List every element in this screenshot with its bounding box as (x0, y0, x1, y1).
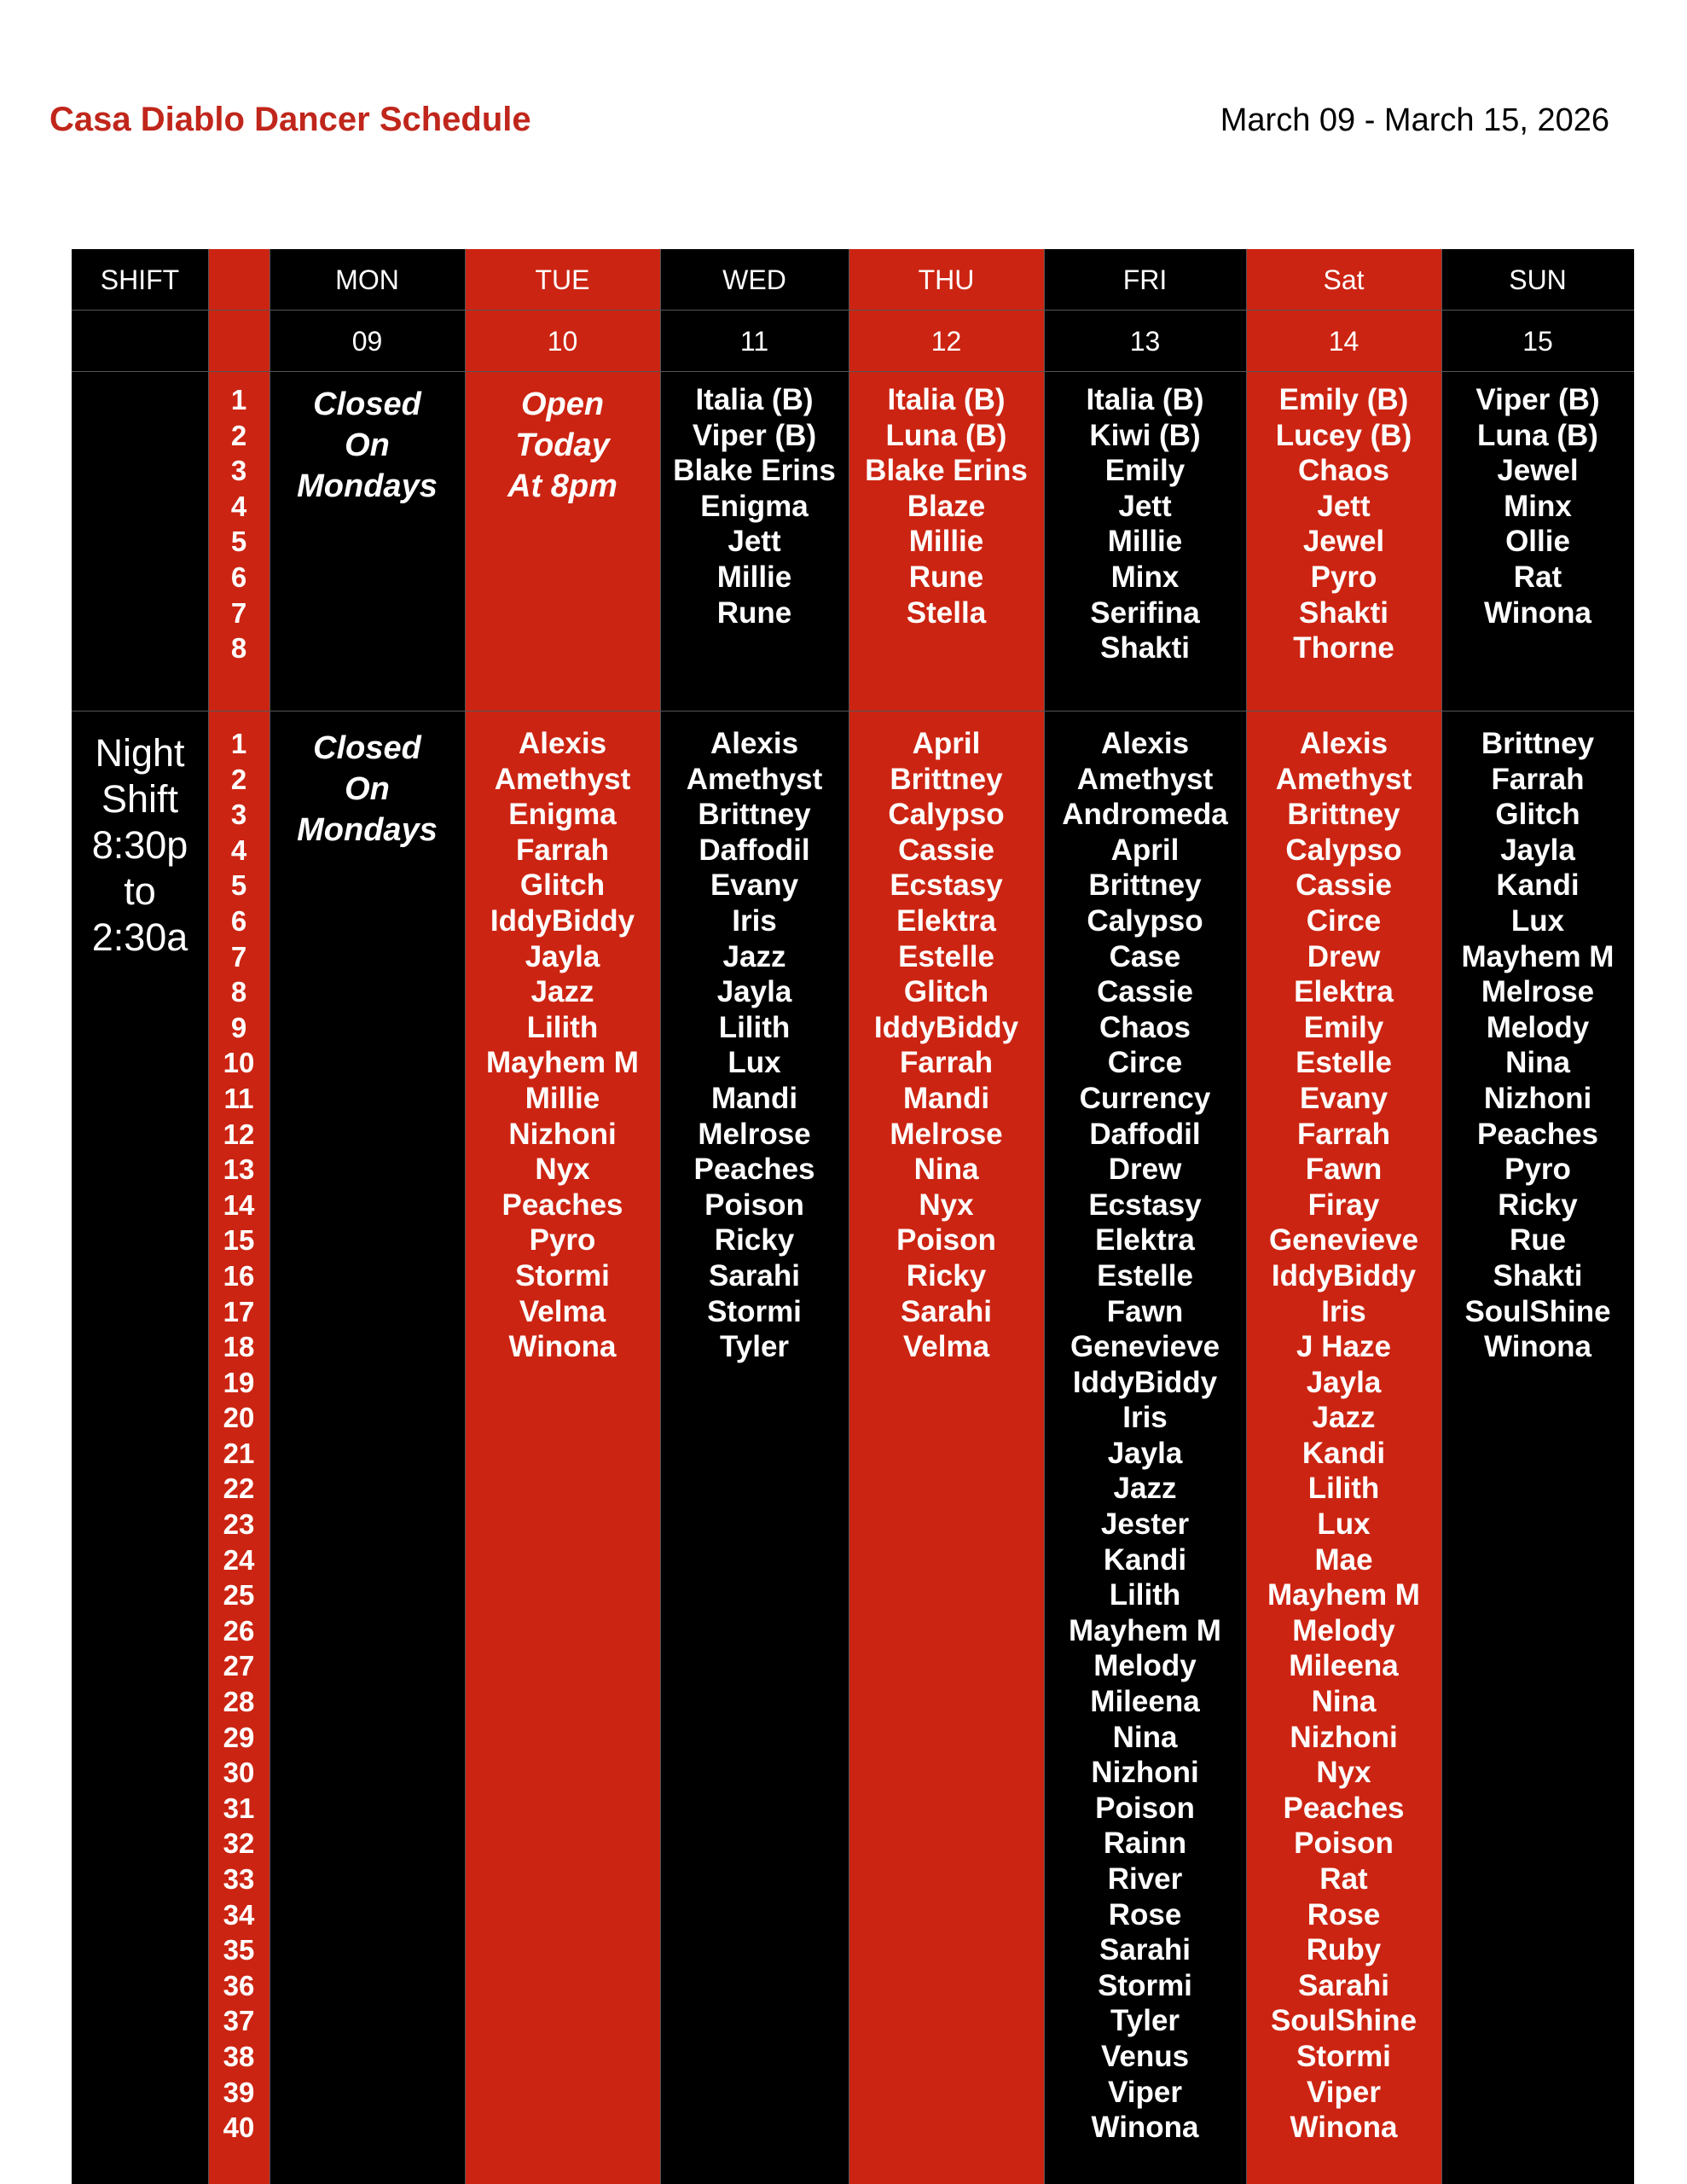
night-shift-fri-list-item: Tyler (1110, 2004, 1180, 2038)
night-shift-fri-list-item: Rainn (1103, 1827, 1187, 1861)
night-shift-wed-list-item: Amethyst (686, 762, 823, 796)
night-shift-tue-list-item: Pyro (529, 1223, 596, 1258)
night-shift-fri-list-item: Jayla (1107, 1436, 1183, 1470)
night-shift-sat-list-item: Brittney (1287, 798, 1400, 832)
night-shift-wed-list-item: Stormi (707, 1294, 802, 1328)
night-shift-sat-list-item: Ruby (1306, 1933, 1382, 1967)
day-shift-mon-note-item: On (345, 427, 390, 463)
page-title: Casa Diablo Dancer Schedule (49, 101, 531, 138)
night-shift-slot-numbers-item: 21 (223, 1437, 255, 1469)
day-shift-slot-numbers-item: 7 (230, 596, 247, 629)
night-shift-thu-list-item: Mandi (902, 1081, 990, 1115)
night-shift-sat-list-item: Elektra (1294, 975, 1394, 1009)
day-shift-sat-list-item: Jett (1317, 489, 1371, 523)
night-shift-wed-list-item: Brittney (698, 798, 811, 832)
night-shift-tue-list-item: IddyBiddy (490, 903, 635, 938)
day-shift-sun-list-item: Jewel (1497, 454, 1579, 488)
night-shift-wed-list-item: Daffodil (699, 833, 810, 867)
night-shift-slot-numbers-item: 7 (230, 940, 247, 973)
night-shift-sun-list-item: Melody (1486, 1010, 1590, 1044)
day-shift-thu-list-item: Blaze (907, 489, 986, 523)
day-shift-fri-list-item: Emily (1104, 454, 1186, 488)
night-shift-slot-numbers-item: 15 (223, 1224, 255, 1257)
day-date-tue: 10 (547, 326, 578, 357)
night-shift-thu-list-item: Cassie (898, 833, 994, 867)
night-shift-sat-list-item: Alexis (1299, 727, 1388, 760)
day-shift-sat-list-item: Emily (B) (1278, 383, 1409, 416)
night-shift-mon-note-item: Mondays (297, 812, 438, 848)
night-shift-fri-list-item: Lilith (1109, 1578, 1181, 1612)
night-shift-tue-list-item: Nyx (535, 1153, 590, 1187)
night-shift-sat-list-item: Iris (1321, 1294, 1366, 1328)
night-shift-fri-list-item: Jester (1100, 1507, 1190, 1542)
night-shift-fri-list-item: Poison (1095, 1791, 1195, 1825)
day-shift-wed-list (660, 382, 849, 630)
night-shift-sat-list-item: Nina (1311, 1685, 1377, 1719)
night-shift-fri-list-item: Melody (1093, 1649, 1197, 1683)
shift-column (72, 249, 208, 2184)
night-shift-slot-numbers-item: 16 (223, 1259, 255, 1292)
night-shift-wed-list (660, 726, 849, 1365)
schedule-table (72, 249, 1634, 2184)
night-shift-sat-list-item: Nyx (1316, 1756, 1371, 1790)
night-shift-sun-list-item: Shakti (1493, 1258, 1583, 1292)
night-shift-sun-list-item: Rue (1509, 1223, 1567, 1258)
day-shift-thu-list (849, 382, 1044, 630)
night-shift-fri-list-item: Kandi (1103, 1542, 1187, 1577)
night-shift-fri-list-item: Elektra (1095, 1223, 1195, 1258)
night-shift-slot-numbers-item: 8 (230, 976, 247, 1008)
night-shift-fri-list-item: Brittney (1088, 868, 1202, 903)
day-name-sun: SUN (1509, 264, 1567, 295)
night-shift-wed-list-item: Alexis (710, 727, 799, 760)
night-shift-sat-list-item: Drew (1307, 939, 1381, 973)
day-shift-fri-list-item: Minx (1110, 560, 1180, 594)
night-shift-slot-numbers-item: 32 (223, 1827, 255, 1860)
night-shift-label-item: Shift (101, 777, 179, 821)
night-shift-fri-list-item: Jazz (1113, 1472, 1177, 1506)
day-shift-wed-list-item: Viper (B) (692, 418, 817, 452)
night-shift-sat-list-item: Mileena (1289, 1649, 1399, 1683)
night-shift-fri-list-item: Daffodil (1089, 1117, 1201, 1151)
night-shift-sun-list-item: SoulShine (1464, 1294, 1611, 1328)
night-shift-tue-list-item: Jazz (530, 975, 594, 1009)
night-shift-sun-list-item: Mayhem M (1461, 939, 1615, 973)
night-shift-thu-list-item: Farrah (900, 1046, 993, 1080)
night-shift-fri-list-item: Drew (1108, 1153, 1182, 1187)
day-shift-slot-numbers-item: 3 (230, 455, 247, 487)
night-shift-wed-list-item: Mandi (710, 1081, 798, 1115)
night-shift-sat-list-item: Mayhem M (1267, 1578, 1420, 1612)
night-shift-sat-list-item: Farrah (1297, 1117, 1390, 1151)
day-shift-wed-list-item: Blake Erins (673, 454, 836, 488)
night-shift-tue-list-item: Peaches (501, 1188, 623, 1222)
night-shift-fri-list-item: Fawn (1106, 1294, 1184, 1328)
night-shift-fri-list-item: River (1107, 1862, 1183, 1896)
night-shift-tue-list-item: Nizhoni (508, 1117, 617, 1151)
night-shift-thu-list-item: Velma (902, 1330, 990, 1364)
night-shift-sat-list-item: J Haze (1296, 1330, 1391, 1364)
night-shift-thu-list-item: IddyBiddy (873, 1010, 1019, 1044)
night-shift-sun-list-item: Nina (1505, 1046, 1570, 1080)
night-shift-sat-list-item: Genevieve (1268, 1223, 1419, 1258)
night-shift-sat-list-item: Winona (1290, 2111, 1398, 2145)
night-shift-wed-list-item: Peaches (693, 1153, 815, 1187)
day-shift-fri-list-item: Millie (1107, 525, 1183, 559)
night-shift-fri-list-item: Chaos (1099, 1010, 1191, 1044)
night-shift-tue-list-item: Stormi (515, 1258, 610, 1292)
night-shift-wed-list-item: Sarahi (709, 1258, 800, 1292)
night-shift-fri-list-item: Case (1109, 939, 1181, 973)
night-shift-thu-list-item: Nyx (919, 1188, 974, 1222)
night-shift-sat-list-item: Viper (1307, 2075, 1381, 2109)
day-shift-sun-list-item: Ollie (1505, 525, 1570, 559)
night-shift-sat-list-item: Jazz (1312, 1401, 1376, 1435)
day-name-mon: MON (335, 264, 399, 295)
day-shift-slot-numbers (208, 382, 270, 666)
night-shift-wed-list-item: Evany (710, 868, 799, 903)
day-shift-thu-list-item: Rune (908, 560, 984, 594)
night-shift-sat-list-item: Calypso (1285, 833, 1402, 867)
night-shift-thu-list-item: Estelle (898, 939, 994, 973)
day-shift-tue-note-item: At 8pm (507, 468, 617, 504)
day-name-sat: Sat (1323, 264, 1365, 295)
night-shift-slot-numbers-item: 36 (223, 1969, 255, 2001)
night-shift-slot-numbers-item: 6 (230, 904, 247, 937)
night-shift-thu-list-item: Elektra (896, 903, 996, 938)
night-shift-slot-numbers-item: 27 (223, 1650, 255, 1682)
night-shift-slot-numbers-item: 12 (223, 1118, 255, 1150)
day-shift-mon-note (270, 384, 465, 507)
day-name-wed: WED (722, 264, 786, 295)
night-shift-fri-list-item: Cassie (1097, 975, 1193, 1009)
night-shift-slot-numbers-item: 4 (230, 834, 247, 866)
day-shift-fri-list-item: Jett (1118, 489, 1172, 523)
day-shift-slot-numbers-item: 1 (230, 384, 247, 415)
night-shift-sat-list-item: Rat (1319, 1862, 1368, 1896)
night-shift-sat-list-item: Estelle (1296, 1046, 1392, 1080)
night-shift-thu-list-item: Melrose (890, 1117, 1003, 1151)
day-shift-wed-list-item: Enigma (700, 489, 809, 523)
night-shift-sun-list-item: Glitch (1495, 798, 1580, 832)
night-shift-sat-list-item: Poison (1294, 1827, 1394, 1861)
day-shift-thu-list-item: Italia (B) (887, 383, 1006, 416)
night-shift-slot-numbers-item: 19 (223, 1366, 255, 1398)
night-shift-wed-list-item: Ricky (714, 1223, 795, 1258)
day-shift-thu-list-item: Blake Erins (865, 454, 1028, 488)
night-shift-fri-list-item: Alexis (1100, 727, 1190, 760)
day-shift-slot-numbers-item: 2 (230, 419, 247, 451)
night-shift-slot-numbers-item: 10 (223, 1047, 255, 1079)
night-shift-thu-list-item: Sarahi (901, 1294, 992, 1328)
day-shift-sun-list (1441, 382, 1634, 630)
night-shift-slot-numbers-item: 37 (223, 2005, 255, 2037)
night-shift-tue-list-item: Farrah (516, 833, 609, 867)
night-shift-fri-list-item: Andromeda (1062, 798, 1228, 832)
night-shift-thu-list-item: Nina (913, 1153, 979, 1187)
night-shift-slot-numbers-item: 35 (223, 1934, 255, 1966)
day-shift-wed-list-item: Italia (B) (695, 383, 814, 416)
day-shift-sat-list-item: Shakti (1298, 595, 1389, 630)
night-shift-mon-note-item: Closed (313, 730, 421, 766)
night-shift-slot-numbers-item: 11 (223, 1082, 254, 1114)
day-shift-sat-list (1246, 382, 1441, 666)
night-shift-wed-list-item: Poison (704, 1188, 804, 1222)
shift-header: SHIFT (100, 264, 180, 295)
night-shift-sat-list-item: Peaches (1283, 1791, 1405, 1825)
night-shift-label-item: to (124, 869, 156, 913)
day-shift-sun-list-item: Minx (1504, 489, 1572, 523)
night-shift-sat-list-item: Circe (1306, 903, 1382, 938)
night-shift-slot-numbers (208, 726, 270, 2146)
day-shift-sat-list-item: Lucey (B) (1275, 418, 1412, 452)
day-shift-tue-note-item: Today (515, 427, 610, 463)
day-shift-wed-list-item: Jett (728, 525, 781, 559)
night-shift-fri-list-item: Viper (1108, 2075, 1182, 2109)
night-shift-label-item: 8:30p (91, 823, 188, 867)
night-shift-thu-list-item: Glitch (903, 975, 989, 1009)
night-shift-fri-list-item: Amethyst (1076, 762, 1214, 796)
night-shift-slot-numbers-item: 29 (223, 1721, 255, 1753)
day-shift-fri-list-item: Serifina (1090, 595, 1200, 630)
night-shift-wed-list-item: Jazz (722, 939, 786, 973)
night-shift-sat-list-item: Melody (1292, 1613, 1395, 1647)
night-shift-fri-list-item: Winona (1091, 2111, 1199, 2145)
mon-column (270, 249, 465, 2184)
day-shift-thu-list-item: Stella (906, 595, 987, 630)
night-shift-sat-list-item: Sarahi (1298, 1968, 1389, 2002)
night-shift-fri-list-item: Currency (1079, 1081, 1211, 1115)
night-shift-tue-list (465, 726, 660, 1365)
night-shift-thu-list-item: Ecstasy (890, 868, 1003, 903)
day-shift-mon-note-item: Closed (313, 386, 421, 422)
night-shift-tue-list-item: Glitch (519, 868, 606, 903)
day-shift-fri-list-item: Kiwi (B) (1089, 418, 1201, 452)
day-date-fri: 13 (1129, 326, 1161, 357)
night-shift-fri-list-item: Nizhoni (1091, 1756, 1199, 1790)
night-shift-sat-list-item: Jayla (1306, 1365, 1382, 1399)
night-shift-slot-numbers-item: 14 (223, 1188, 255, 1221)
day-shift-fri-list-item: Shakti (1099, 631, 1191, 665)
night-shift-sun-list-item: Lux (1510, 903, 1565, 938)
night-shift-slot-numbers-item: 13 (223, 1153, 255, 1186)
night-shift-label-item: 2:30a (91, 915, 188, 959)
night-shift-sat-list-item: SoulShine (1270, 2004, 1417, 2038)
day-date-wed: 11 (739, 326, 769, 357)
night-shift-slot-numbers-item: 1 (230, 728, 247, 759)
night-shift-sat-list-item: Stormi (1296, 2039, 1391, 2073)
grid-divider (72, 711, 1634, 712)
night-shift-label-item: Night (95, 731, 185, 775)
night-shift-fri-list-item: Iris (1122, 1401, 1168, 1435)
night-shift-sun-list-item: Nizhoni (1483, 1081, 1592, 1115)
night-shift-slot-numbers-item: 24 (223, 1543, 255, 1576)
night-shift-slot-numbers-item: 30 (223, 1757, 255, 1789)
day-shift-thu-list-item: Millie (908, 525, 984, 559)
night-shift-sun-list-item: Ricky (1498, 1188, 1578, 1222)
day-shift-sat-list-item: Chaos (1298, 454, 1389, 488)
night-shift-slot-numbers-item: 33 (223, 1863, 255, 1895)
night-shift-fri-list-item: Rose (1108, 1897, 1182, 1931)
night-shift-sat-list-item: Kandi (1301, 1436, 1386, 1470)
night-shift-slot-numbers-item: 17 (223, 1295, 255, 1327)
night-shift-slot-numbers-item: 25 (223, 1579, 255, 1612)
day-shift-slot-numbers-item: 6 (230, 561, 247, 593)
night-shift-tue-list-item: Lilith (526, 1010, 599, 1044)
night-shift-tue-list-item: Mayhem M (486, 1046, 639, 1080)
night-shift-fri-list-item: Venus (1100, 2039, 1190, 2073)
night-shift-sat-list-item: Firay (1307, 1188, 1380, 1222)
day-shift-sat-list-item: Pyro (1310, 560, 1377, 594)
day-shift-sat-list-item: Jewel (1302, 525, 1385, 559)
night-shift-fri-list-item: Genevieve (1070, 1330, 1220, 1364)
night-shift-sat-list-item: Cassie (1296, 868, 1392, 903)
night-shift-sat-list-item: Rose (1307, 1897, 1381, 1931)
night-shift-slot-numbers-item: 31 (223, 1792, 255, 1824)
night-shift-tue-list-item: Amethyst (494, 762, 631, 796)
day-shift-thu-list-item: Luna (B) (885, 418, 1007, 452)
night-shift-wed-list-item: Lilith (718, 1010, 791, 1044)
night-shift-slot-numbers-item: 18 (223, 1331, 255, 1363)
night-shift-sat-list-item: Lilith (1307, 1472, 1380, 1506)
night-shift-slot-numbers-item: 5 (230, 869, 247, 902)
day-shift-sat-list-item: Thorne (1293, 631, 1394, 665)
night-shift-sat-list-item: Lux (1317, 1507, 1371, 1542)
night-shift-sat-list-item: Mae (1314, 1542, 1373, 1577)
night-shift-slot-numbers-item: 39 (223, 2076, 255, 2108)
night-shift-fri-list (1044, 726, 1246, 2146)
day-shift-mon-note-item: Mondays (297, 468, 438, 504)
night-shift-slot-numbers-item: 26 (223, 1614, 255, 1647)
day-shift-fri-list (1044, 382, 1246, 666)
night-shift-tue-list-item: Velma (519, 1294, 606, 1328)
night-shift-mon-note (270, 728, 465, 851)
day-shift-fri-list-item: Italia (B) (1086, 383, 1204, 416)
day-shift-wed-list-item: Millie (716, 560, 792, 594)
night-shift-sat-list-item: Fawn (1305, 1153, 1383, 1187)
night-shift-sun-list-item: Peaches (1476, 1117, 1599, 1151)
day-shift-slot-numbers-item: 5 (230, 526, 247, 558)
night-shift-mon-note-item: On (345, 771, 390, 807)
night-shift-fri-list-item: IddyBiddy (1072, 1365, 1218, 1399)
night-shift-fri-list-item: Mayhem M (1069, 1613, 1221, 1647)
day-name-thu: THU (918, 264, 975, 295)
day-date-mon: 09 (351, 326, 383, 357)
night-shift-sat-list (1246, 726, 1441, 2146)
night-shift-tue-list-item: Millie (525, 1081, 600, 1115)
day-shift-sun-list-item: Winona (1483, 595, 1592, 630)
night-shift-sun-list-item: Winona (1483, 1330, 1592, 1364)
night-shift-wed-list-item: Lux (728, 1046, 781, 1080)
night-shift-label (72, 730, 208, 961)
night-shift-slot-numbers-item: 9 (230, 1011, 247, 1043)
night-shift-thu-list-item: Calypso (888, 798, 1005, 832)
day-shift-slot-numbers-item: 4 (230, 490, 247, 522)
night-shift-wed-list-item: Tyler (719, 1330, 790, 1364)
night-shift-wed-list-item: Melrose (698, 1117, 811, 1151)
date-range: March 09 - March 15, 2026 (1220, 102, 1609, 138)
day-shift-wed-list-item: Rune (716, 595, 792, 630)
night-shift-slot-numbers-item: 3 (230, 799, 247, 831)
night-shift-sun-list-item: Brittney (1481, 727, 1595, 760)
night-shift-slot-numbers-item: 20 (223, 1402, 255, 1434)
night-shift-thu-list-item: Brittney (890, 762, 1003, 796)
night-shift-sat-list-item: Amethyst (1275, 762, 1412, 796)
night-shift-tue-list-item: Winona (508, 1330, 617, 1364)
night-shift-fri-list-item: Nina (1112, 1720, 1178, 1754)
night-shift-thu-list-item: Poison (896, 1223, 996, 1258)
night-shift-sat-list-item: Nizhoni (1290, 1720, 1398, 1754)
day-date-sun: 15 (1522, 326, 1553, 357)
day-name-fri: FRI (1122, 264, 1168, 295)
day-date-sat: 14 (1328, 326, 1359, 357)
night-shift-thu-list (849, 726, 1044, 1365)
night-shift-slot-numbers-item: 34 (223, 1898, 255, 1931)
night-shift-fri-list-item: April (1110, 833, 1180, 867)
night-shift-fri-list-item: Mileena (1090, 1685, 1200, 1719)
night-shift-fri-list-item: Estelle (1097, 1258, 1193, 1292)
night-shift-slot-numbers-item: 38 (223, 2040, 255, 2072)
night-shift-slot-numbers-item: 22 (223, 1472, 255, 1505)
night-shift-fri-list-item: Sarahi (1099, 1933, 1191, 1967)
night-shift-fri-list-item: Ecstasy (1088, 1188, 1202, 1222)
day-shift-sun-list-item: Viper (B) (1475, 383, 1600, 416)
night-shift-slot-numbers-item: 23 (223, 1508, 255, 1541)
night-shift-sun-list-item: Jayla (1500, 833, 1575, 867)
night-shift-sat-list-item: Emily (1303, 1010, 1384, 1044)
night-shift-sun-list-item: Farrah (1491, 762, 1585, 796)
night-shift-fri-list-item: Circe (1107, 1046, 1183, 1080)
night-shift-tue-list-item: Enigma (508, 798, 617, 832)
night-shift-sun-list-item: Kandi (1496, 868, 1580, 903)
night-shift-slot-numbers-item: 2 (230, 763, 247, 795)
night-shift-thu-list-item: April (912, 727, 981, 760)
day-shift-sun-list-item: Luna (B) (1477, 418, 1598, 452)
night-shift-slot-numbers-item: 40 (223, 2111, 255, 2144)
day-shift-slot-numbers-item: 8 (230, 632, 247, 665)
night-shift-sun-list-item: Melrose (1481, 975, 1595, 1009)
night-shift-fri-list-item: Stormi (1098, 1968, 1192, 2002)
night-shift-tue-list-item: Jayla (525, 939, 600, 973)
day-shift-tue-note (465, 384, 660, 507)
night-shift-fri-list-item: Calypso (1087, 903, 1203, 938)
day-name-tue: TUE (535, 264, 590, 295)
night-shift-tue-list-item: Alexis (518, 727, 607, 760)
day-shift-sun-list-item: Rat (1513, 560, 1562, 594)
night-shift-sat-list-item: IddyBiddy (1271, 1258, 1417, 1292)
night-shift-wed-list-item: Jayla (716, 975, 792, 1009)
night-shift-slot-numbers-item: 28 (223, 1686, 255, 1718)
night-shift-sun-list-item: Pyro (1504, 1153, 1571, 1187)
night-shift-sun-list (1441, 726, 1634, 1365)
night-shift-sat-list-item: Evany (1299, 1081, 1388, 1115)
day-shift-tue-note-item: Open (520, 386, 605, 422)
night-shift-wed-list-item: Iris (732, 903, 777, 938)
night-shift-thu-list-item: Ricky (906, 1258, 987, 1292)
day-date-thu: 12 (930, 326, 962, 357)
